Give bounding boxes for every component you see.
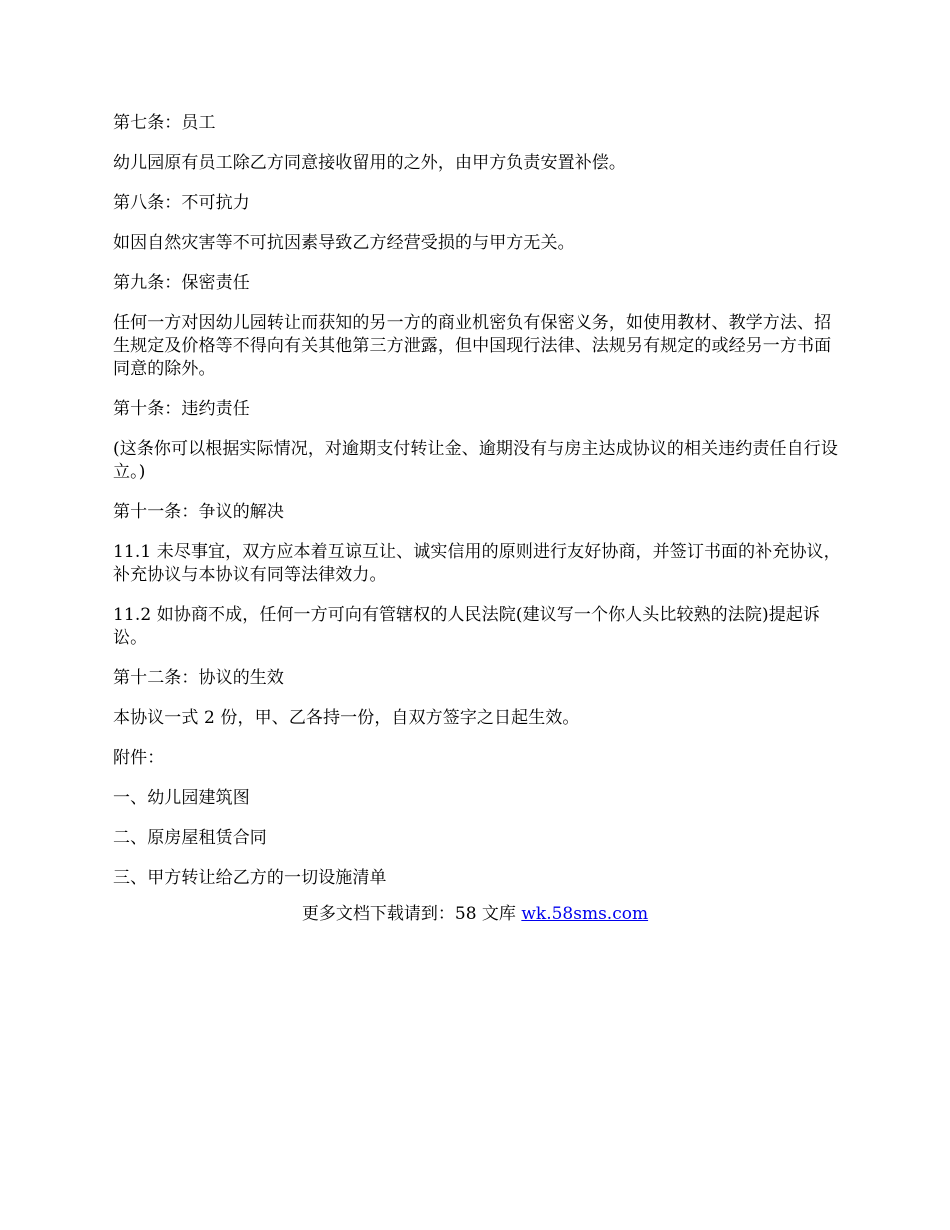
paragraph-employees: 幼儿园原有员工除乙方同意接收留用的之外，由甲方负责安置补偿。	[113, 153, 626, 173]
paragraph-11-1: 11.1 未尽事宜，双方应本着互谅互让、诚实信用的原则进行友好协商，并签订书面的补充协议，补充协议与本协议有同等法律效力。	[113, 542, 841, 585]
heading-article-12: 第十二条：协议的生效	[113, 668, 284, 688]
footer	[0, 903, 950, 926]
footer-link[interactable]: wk.58sms.com	[521, 904, 649, 924]
heading-article-10: 第十条：违约责任	[113, 399, 250, 419]
paragraph-force-majeure: 如因自然灾害等不可抗因素导致乙方经营受损的与甲方无关。	[113, 233, 575, 253]
document-body	[113, 112, 841, 907]
heading-article-8: 第八条：不可抗力	[113, 193, 250, 213]
paragraph-11-2: 11.2 如协商不成，任何一方可向有管辖权的人民法院(建议写一个你人头比较熟的法院)提起诉讼。	[113, 605, 821, 648]
heading-article-9: 第九条：保密责任	[113, 273, 250, 293]
heading-article-7: 第七条：员工	[113, 113, 216, 133]
heading-article-11: 第十一条：争议的解决	[113, 502, 284, 522]
attachment-item-2: 二、原房屋租赁合同	[113, 828, 267, 848]
heading-attachments: 附件：	[113, 748, 165, 768]
paragraph-effectiveness: 本协议一式 2 份，甲、乙各持一份，自双方签字之日起生效。	[113, 708, 580, 728]
footer-prefix: 更多文档下载请到：58 文库	[301, 904, 522, 924]
paragraph-breach: (这条你可以根据实际情况，对逾期支付转让金、逾期没有与房主达成协议的相关违约责任自行设立。)	[113, 439, 838, 482]
attachment-item-3: 三、甲方转让给乙方的一切设施清单	[113, 868, 387, 888]
attachment-item-1: 一、幼儿园建筑图	[113, 788, 250, 808]
paragraph-confidentiality: 任何一方对因幼儿园转让而获知的另一方的商业机密负有保密义务，如使用教材、教学方法、招生规定及价格等不得向有关其他第三方泄露，但中国现行法律、法规另有规定的或经另一方书面同意的除外。	[113, 313, 832, 379]
